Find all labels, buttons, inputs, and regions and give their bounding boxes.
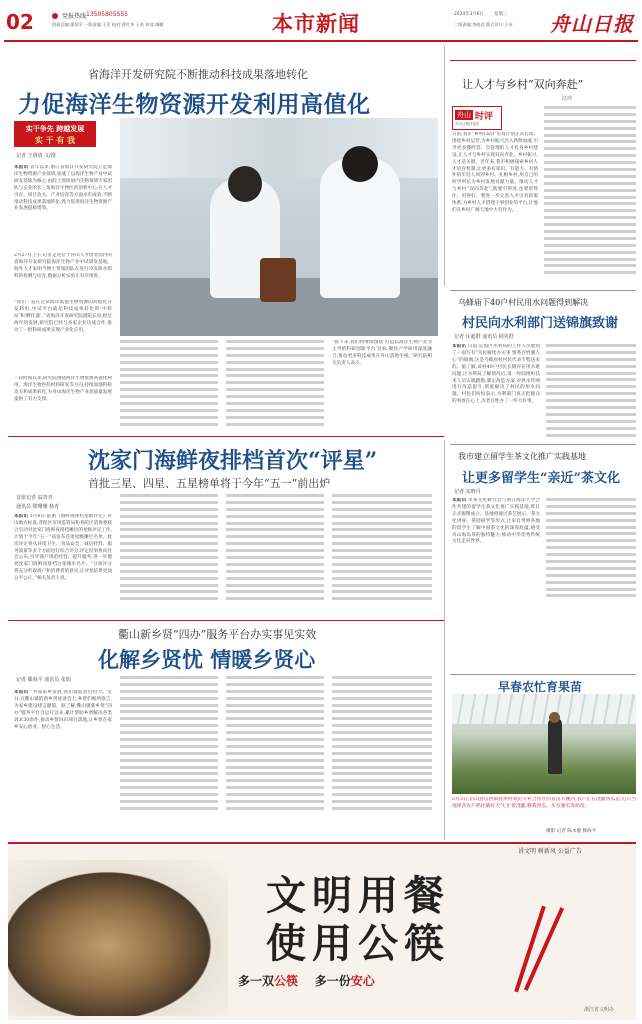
masthead xyxy=(0,0,642,40)
article2-kicker: 乌蜂庙下40户村民用水问题得到解决 xyxy=(458,298,589,307)
column-divider xyxy=(444,440,445,840)
slogan-a: 多一双 xyxy=(238,974,275,988)
article1-kicker: 省海洋开发研究院不断推动科技成果落地转化 xyxy=(88,68,308,81)
greenhouse-photo xyxy=(452,694,636,794)
label-review: 时评 xyxy=(475,112,494,122)
slogan-b-highlight: 安心 xyxy=(350,974,375,988)
article5-text xyxy=(14,690,112,830)
hotline-label: 党报热线 xyxy=(62,13,87,20)
ad-line-2: 使用公筷 xyxy=(266,920,450,967)
farmer-head xyxy=(549,712,560,723)
commentary-text: 日前,我市“乡村CEO”培育计划正式启动。围绕乡村运营,为乡村振兴注入新鲜血液,引导更多懂经营、会管理的人才投身乡村建设,让人才与乡村实现双向奔赴。乡村振兴,人才是关键。近年来,我市积极探索乡村人才培育机制,让更多有知识、有能力、有情怀的年轻人回到乡村、扎根乡村,用自己的所学所长为乡村发展贡献力量。推动人才与乡村“双向奔赴”,既要引得进,也要留得住、用得好。要进一步完善人才引育政策体系,为乡村人才搭建干事创业的平台,让他们在乡村广阔天地中大有作为。 xyxy=(452,132,538,213)
commentary-author: 江玲 xyxy=(562,96,573,102)
article4-byline: 记者 宋晓丹 xyxy=(454,489,481,495)
article3-byline: 通讯员 缪珊珊 杨青 xyxy=(16,504,60,510)
article3-column xyxy=(332,494,432,614)
article5-kicker: 衢山新乡贤“四办”服务平台办实事见实效 xyxy=(118,628,317,641)
slogan-a-highlight: 公筷 xyxy=(274,974,299,988)
article2-headline: 村民向水利部门送锦旗致谢 xyxy=(462,316,619,331)
photo-credit: 摄影 记者 陈永健 滕海平 xyxy=(546,829,597,834)
article2-text xyxy=(452,344,540,442)
article3-byline: 首席记者 翁青青 xyxy=(16,495,53,501)
article4-text xyxy=(452,498,540,608)
section-title: 本市新闻 xyxy=(272,11,360,36)
article5-headline: 化解乡贤忧 情暖乡贤心 xyxy=(98,647,316,672)
commentary-kicker: 让人才与乡村“双向奔赴” xyxy=(462,78,584,91)
public-service-ad xyxy=(8,842,636,1020)
photo-caption: 3月3日,岱山县岱西镇青黑村果苗专业合作社的育苗大棚内,农户正在浇灌西瓜苗,近日当地果苗农户抓住晴好天气,忙着浇灌,移栽西瓜、东方蜜瓜等幼苗。 xyxy=(452,797,636,809)
article1-lead-text: 去年以来,浙江省海洋开发研究院立足海洋生物资源产业领域,加速了以海洋生物产业中试研发基地为核心,由院士领衔国内生物领域专家团队与企业的长三角海洋生物医药创新中心,在人才引育、项目攻关、产业培育等方面卓有成效,不断推动科技成果落地转化,致力促进海洋生物资源产业发展提质增效。 xyxy=(14,165,112,212)
article5-lead-text: “共谋家乡发展,我们都愿意出份力。”近日,在衢山镇的新乡贤座谈会上,乡贤们畅所欲言,为家乡建设建言献策。据了解,衢山镇新乡贤“四办”服务平台自运行以来,累计帮助乡贤解决各类诉求30余件,推动乡贤回归项目落地,让乡贤在家乡安心创业、舒心生活。 xyxy=(14,690,112,730)
header-rule xyxy=(4,40,638,42)
column-divider xyxy=(444,46,445,286)
commentary-column xyxy=(544,106,636,282)
issue-date: 2024年3月6日 xyxy=(454,12,484,17)
farmer-figure xyxy=(548,718,562,774)
article3-headline: 沈家门海鲜夜排档首次“评星” xyxy=(88,448,378,474)
section-divider xyxy=(450,674,636,675)
article5-column xyxy=(226,676,324,830)
campaign-badge xyxy=(14,121,96,147)
article5-byline: 记者 滕海平 通讯员 张瑞 xyxy=(16,677,71,683)
staff-line: 值班总编:董恒军 一版责编:王菲 校对:曹红冬 王英 审读:虞璐 xyxy=(52,22,164,27)
lead-label: 本报讯 xyxy=(14,514,29,519)
lead-label: 本报讯 xyxy=(452,344,467,349)
ad-line-1: 文明用餐 xyxy=(266,872,450,919)
photo-feature-title: 早春农忙育果苗 xyxy=(498,680,583,694)
lead-label: 本报讯 xyxy=(14,165,29,170)
section-rule xyxy=(8,436,444,437)
issue-weekday: 星期三 xyxy=(494,12,508,17)
article3-lead-text: 3月4日,依循《海鲜夜排档星级评定》舟山地方标准,普陀区市场监管局和普陀区消保委联合启动对沈家门海鲜夜排档摊位的星级评定工作,计划于今年“五一”前发布首批星级摊位名单。此次评定将从环境卫生、食品安全、诚信经营、服务质量等多个方面进行综合评分,评定结果将向社会公布,引导商户规范经营、提升服务,进一步擦亮沈家门海鲜夜排档这张城市名片。“分项评分将充分听取商户和消费者的意见,让评星结果更加公平公正。”相关负责人说。 xyxy=(14,514,112,582)
ad-slogan xyxy=(238,972,375,989)
article2-byline: 记者 汪超群 通讯员 顾英群 xyxy=(454,334,514,340)
label-sub: 舟山日报评论员 xyxy=(455,122,480,126)
article1-headline: 力促海洋生物资源开发利用高值化 xyxy=(18,91,371,118)
article5-column xyxy=(120,676,218,830)
article3-subheadline: 首批三星、四星、五星榜单将于今年“五一”前出炉 xyxy=(88,477,331,490)
slogan-b: 多一份 xyxy=(314,974,351,988)
badge-line-1: 实干争先 跨越发展 xyxy=(25,124,85,133)
newspaper-logo: 舟山日报 xyxy=(550,12,634,36)
staff-line-2: 二版责编:李晓君 版式设计:王英 xyxy=(454,22,513,27)
article3-column xyxy=(226,494,324,614)
section-divider xyxy=(450,290,636,291)
article1-paragraph: “接下来,我们将继续围绕‘打造以海洋生物产业为主导的科研创新平台’目标,聚焦产学研用深度融合,推动更多科技成果在舟山落地生根。”研究院相关负责人表示。 xyxy=(332,340,432,366)
section-rule xyxy=(8,620,444,621)
commentary-rule xyxy=(450,60,636,61)
article1-column xyxy=(226,340,324,430)
article3-text xyxy=(14,514,112,614)
article5-column xyxy=(332,676,432,830)
article4-headline: 让更多留学生“亲近”茶文化 xyxy=(462,471,620,486)
article1-byline: 记者 王倩倩 文/摄 xyxy=(16,153,56,159)
scientist-hair xyxy=(228,166,262,202)
page-number: 02 xyxy=(6,10,34,34)
scientist-hair xyxy=(342,146,378,182)
article1-paragraph: “我们一直在尝试海洋低值生物资源的高值化开发利用,中试平台就是科技成果转化的‘中转站’和‘孵化器’。”省海洋开发研究院副院长说,经过两年的发展,研究院已经与多家企业达成合作,推动了一批科研成果实现产业化应用。 xyxy=(14,300,112,333)
greenhouse-roof xyxy=(452,694,636,724)
badge-line-2: 实 干 有 我 xyxy=(34,135,76,145)
article1-lead xyxy=(14,165,112,253)
article2-column xyxy=(546,344,636,442)
article3-column xyxy=(120,494,218,614)
ad-sponsor: 浙江省文明办 xyxy=(584,1007,615,1013)
article2-lead-text: 日前,定海区水利局的工作人员收到了一面写有“为民解忧办实事 情系百姓暖人心”的锦旗,这是乌蜂庙村村民代表专程送来的。据了解,该村40户村民长期存在用水难问题,区水利局了解情况后,第一时间组织技术人员实地踏勘,制定改造方案,对供水管网进行改造提升,彻底解决了村民的用水问题。村民们纷纷表示,水利部门真正把群众的事放在心上,为老百姓办了一件大好事。 xyxy=(452,344,540,405)
article1-paragraph: 一段时间以来,研究院围绕海洋生物资源高值化利用、海洋生物医药材料研发等方向,持续加强科研攻关和成果转化,为舟山海洋生物产业高质量发展提供了有力支撑。 xyxy=(14,376,112,402)
article4-lead-text: 市茶文化研究会与浙江海洋大学合作共建的留学生茶文化推广实践基地,昨日正式揭牌成立。基地将通过茶艺展示、茶文化讲座、茶园研学等形式,让来自世界各地的留学生了解中国茶文化的深厚底蕴,感受舟山海岛茶的独特魅力,推动中华优秀传统文化走向世界。 xyxy=(452,498,540,545)
label-city: 舟山 xyxy=(457,111,471,119)
commentary-label xyxy=(452,106,502,130)
sample-jar xyxy=(260,258,296,302)
article4-kicker: 我市建立留学生茶文化推广实践基地 xyxy=(458,452,586,461)
article4-column xyxy=(546,498,636,608)
hotline-number: 13505805555 xyxy=(86,11,128,18)
lead-label: 本报讯 xyxy=(14,690,29,695)
lab-photo xyxy=(120,118,438,336)
lead-label: 本报讯 xyxy=(452,498,467,503)
ad-top-label: 讲文明 树新风 公益广告 xyxy=(518,848,582,855)
article1-paragraph: 2月27日上午,记者走进位于舟山人才创业园内的省海洋开发研究院海洋生物产业中试研发基地。海外人才朱明今博士带领团队在进行冷冻海水饵料的检测与培育,数据分析实验正有序推进。 xyxy=(14,253,112,279)
section-divider xyxy=(450,444,636,445)
hotline-icon xyxy=(52,13,58,19)
hotpot-image xyxy=(8,860,228,1016)
article1-column xyxy=(120,340,218,430)
